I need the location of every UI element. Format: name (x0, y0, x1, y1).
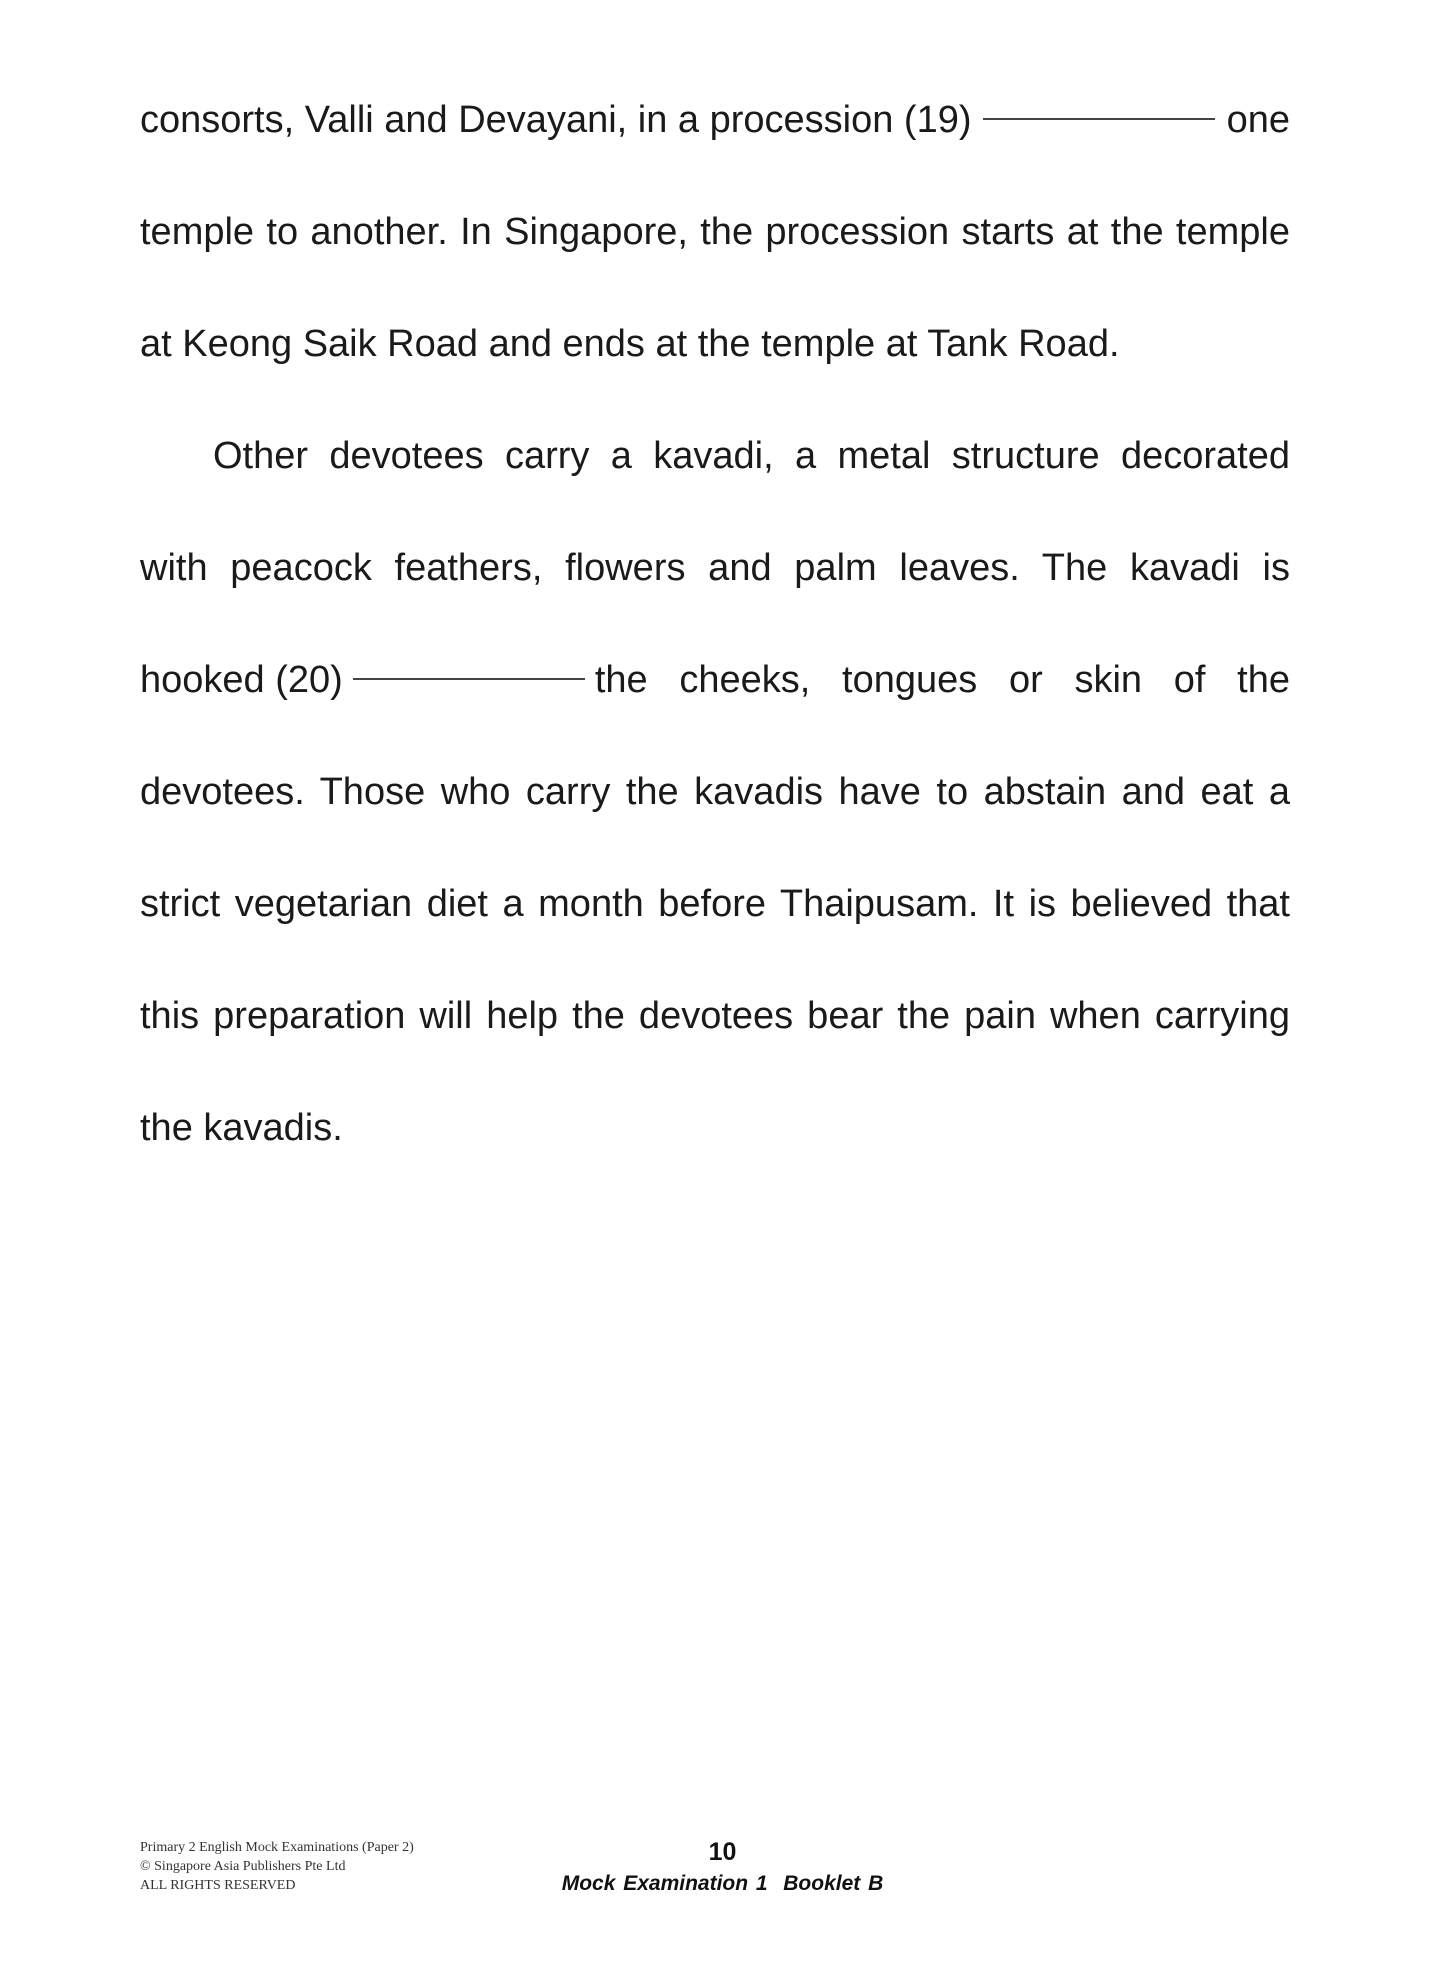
passage-line-8: strict vegetarian diet a month before Thaipusam. It is believed that (140, 883, 1290, 925)
passage-line-7: devotees. Those who carry the kavadis have to abstain and eat a (140, 771, 1290, 813)
passage-line-2: temple to another. In Singapore, the procession starts at the temple (140, 211, 1290, 253)
passage-line-4: Other devotees carry a kavadi, a metal structure decorated (213, 435, 1290, 477)
passage-text: hooked (20) (140, 659, 343, 701)
passage-line-1 (140, 100, 1290, 212)
booklet-label: Mock Examination 1 Booklet B (561, 1872, 884, 1895)
footer-publication: Primary 2 English Mock Examinations (Paper 2) (140, 1840, 414, 1855)
answer-blank-19[interactable] (983, 118, 1215, 120)
passage-line-6 (140, 660, 1290, 772)
passage-line-9: this preparation will help the devotees bear the pain when carrying (140, 995, 1290, 1037)
passage-text: the cheeks, tongues or skin of the (594, 659, 1290, 701)
footer-copyright: © Singapore Asia Publishers Pte Ltd (140, 1859, 346, 1874)
passage (140, 100, 1290, 1220)
page-number: 10 (708, 1838, 737, 1866)
passage-text: one (1226, 99, 1290, 141)
passage-line-10: the kavadis. (140, 1107, 343, 1149)
passage-line-3: at Keong Saik Road and ends at the temple at Tank Road. (140, 323, 1120, 365)
passage-line-5: with peacock feathers, flowers and palm leaves. The kavadi is (140, 547, 1290, 589)
passage-text: consorts, Valli and Devayani, in a procession (19) (140, 99, 972, 141)
answer-blank-20[interactable] (353, 678, 585, 680)
footer-rights: ALL RIGHTS RESERVED (140, 1878, 296, 1893)
